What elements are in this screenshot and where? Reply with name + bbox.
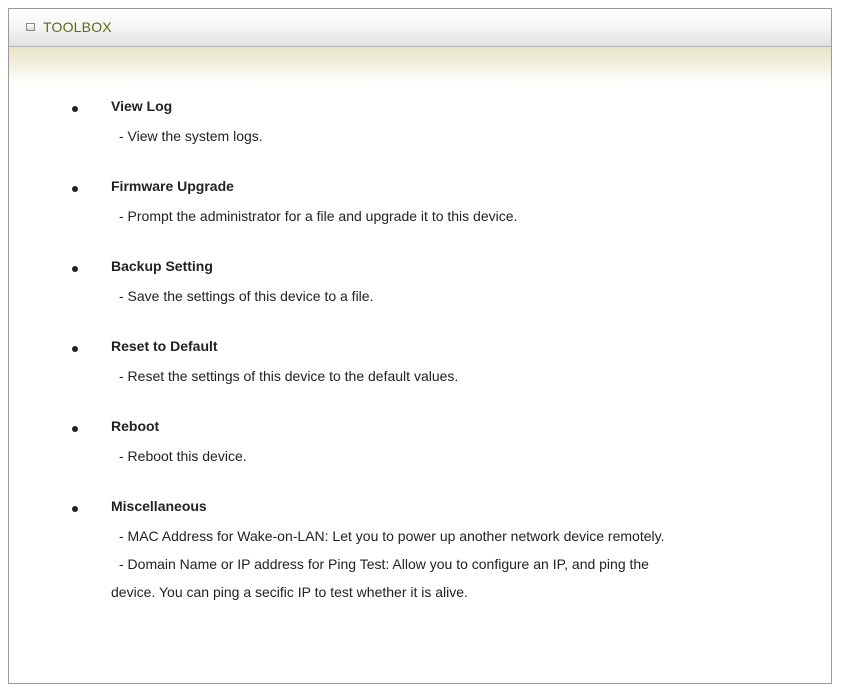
item-description: - Domain Name or IP address for Ping Test: Allow you to configure an IP, and ping the (119, 556, 649, 572)
bullet-icon (72, 266, 78, 272)
bullet-icon (72, 106, 78, 112)
item-description: - View the system logs. (119, 128, 263, 144)
header-shade-band (9, 47, 831, 83)
item-description: - Save the settings of this device to a file. (119, 288, 374, 304)
bullet-icon (72, 426, 78, 432)
square-bullet-icon (26, 23, 35, 31)
item-description: - Prompt the administrator for a file and upgrade it to this device. (119, 208, 518, 224)
item-title: View Log (111, 98, 173, 114)
panel-header (9, 9, 831, 47)
item-title: Miscellaneous (111, 498, 207, 514)
item-title: Backup Setting (111, 258, 213, 274)
item-description: - MAC Address for Wake-on-LAN: Let you to power up another network device remotely. (119, 528, 665, 544)
item-description: - Reboot this device. (119, 448, 247, 464)
bullet-icon (72, 346, 78, 352)
item-description: - Reset the settings of this device to the default values. (119, 368, 459, 384)
item-title: Firmware Upgrade (111, 178, 234, 194)
bullet-icon (72, 186, 78, 192)
item-description: device. You can ping a secific IP to test whether it is alive. (111, 584, 468, 600)
panel-title: TOOLBOX (43, 19, 112, 35)
toolbox-panel (8, 8, 832, 684)
toolbox-list (9, 83, 831, 683)
bullet-icon (72, 506, 78, 512)
item-title: Reset to Default (111, 338, 218, 354)
item-title: Reboot (111, 418, 160, 434)
